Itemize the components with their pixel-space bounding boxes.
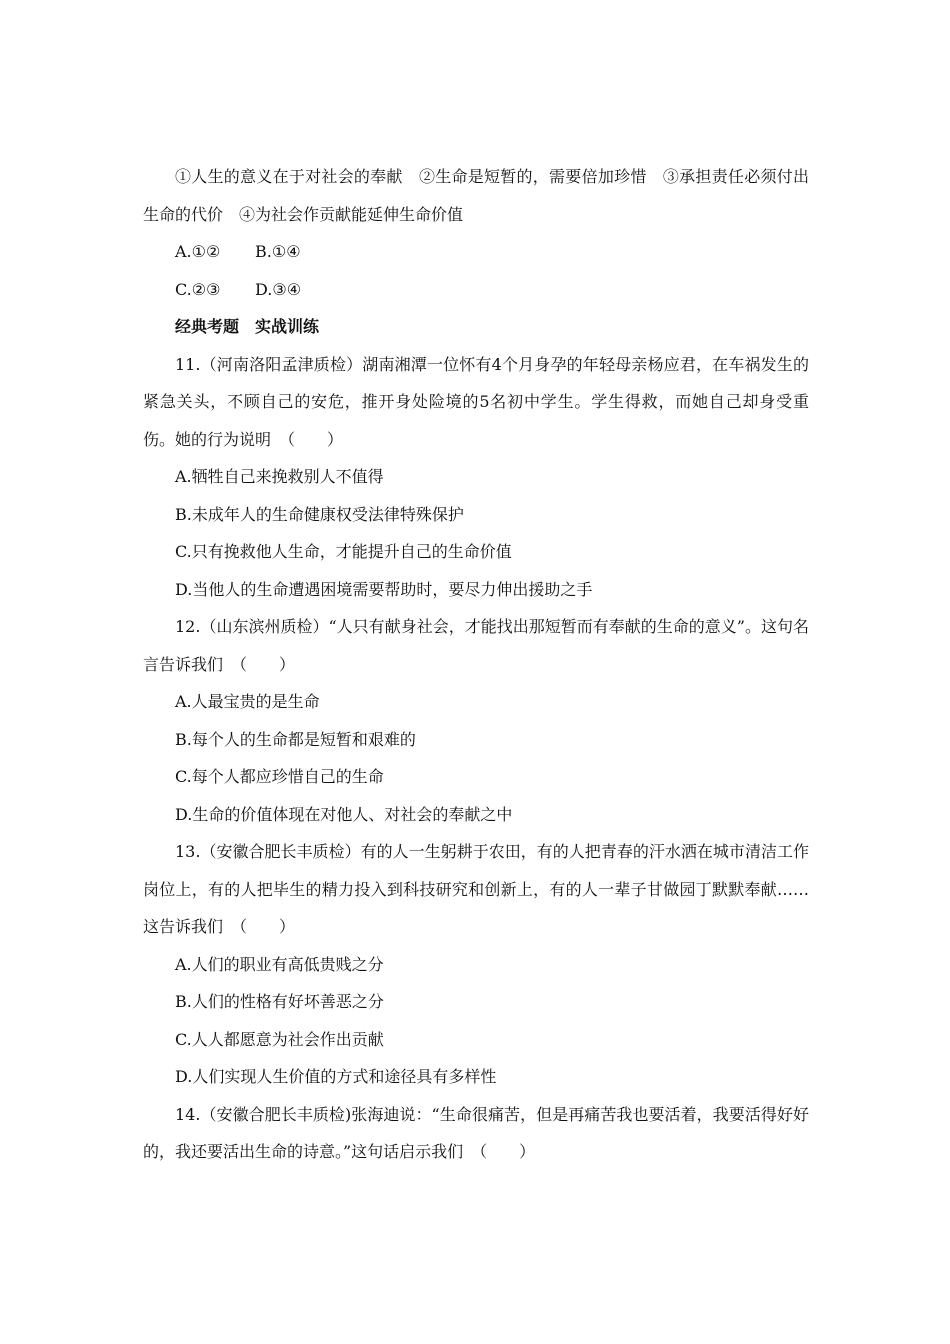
option-b: B.人们的性格有好坏善恶之分 — [175, 992, 384, 1011]
option-d: D.当他人的生命遭遇困境需要帮助时，要尽力伸出援助之手 — [175, 579, 593, 599]
option-a: A.①② — [175, 242, 221, 261]
option-c: C.②③ — [175, 279, 221, 299]
option-d: D.③④ — [255, 279, 302, 299]
option-b: B.①④ — [255, 242, 301, 261]
option-c: C.每个人都应珍惜自己的生命 — [175, 767, 384, 786]
option-c: C.只有挽救他人生命，才能提升自己的生命价值 — [175, 542, 512, 561]
option-c: C.人人都愿意为社会作出贡献 — [175, 1029, 384, 1049]
option-d: D.生命的价值体现在对他人、对社会的奉献之中 — [175, 804, 513, 824]
section-heading: 经典考题 实战训练 — [175, 317, 320, 336]
option-a: A.牺牲自己来挽救别人不值得 — [175, 467, 384, 486]
option-b: B.每个人的生命都是短暂和艰难的 — [175, 729, 416, 749]
option-row — [143, 271, 809, 309]
document-body — [143, 158, 809, 1171]
option-a: A.人们的职业有高低贵贱之分 — [175, 954, 384, 974]
option-b: B.未成年人的生命健康权受法律特殊保护 — [175, 504, 464, 524]
question-statements: ①人生的意义在于对社会的奉献 ②生命是短暂的，需要倍加珍惜 ③承担责任必须付出生命的代价 ④为社会作贡献能延伸生命价值 — [143, 167, 809, 224]
question-stem-11: 11.（河南洛阳孟津质检）湖南湘潭一位怀有4个月身孕的年轻母亲杨应君，在车祸发生的紧急关头，不顾自己的安危，推开身处险境的5名初中学生。学生得救，而她自己却身受重伤。她的行为说明 （ ） — [143, 354, 809, 449]
question-stem-13: 13.（安徽合肥长丰质检）有的人一生躬耕于农田，有的人把青春的汗水洒在城市清洁工作岗位上，有的人把毕生的精力投入到科技研究和创新上，有的人一辈子甘做园丁默默奉献……这告诉我们 （ ） — [143, 842, 809, 936]
option-row — [143, 233, 809, 271]
option-a: A.人最宝贵的是生命 — [175, 692, 320, 711]
question-stem-12: 12.（山东滨州质检）“人只有献身社会，才能找出那短暂而有奉献的生命的意义”。这句名言告诉我们 （ ） — [143, 617, 809, 674]
option-d: D.人们实现人生价值的方式和途径具有多样性 — [175, 1067, 497, 1086]
question-stem-14: 14.（安徽合肥长丰质检)张海迪说：“生命很痛苦，但是再痛苦我也要活着，我要活得好好的，我还要活出生命的诗意。”这句话启示我们 （ ） — [143, 1104, 809, 1161]
